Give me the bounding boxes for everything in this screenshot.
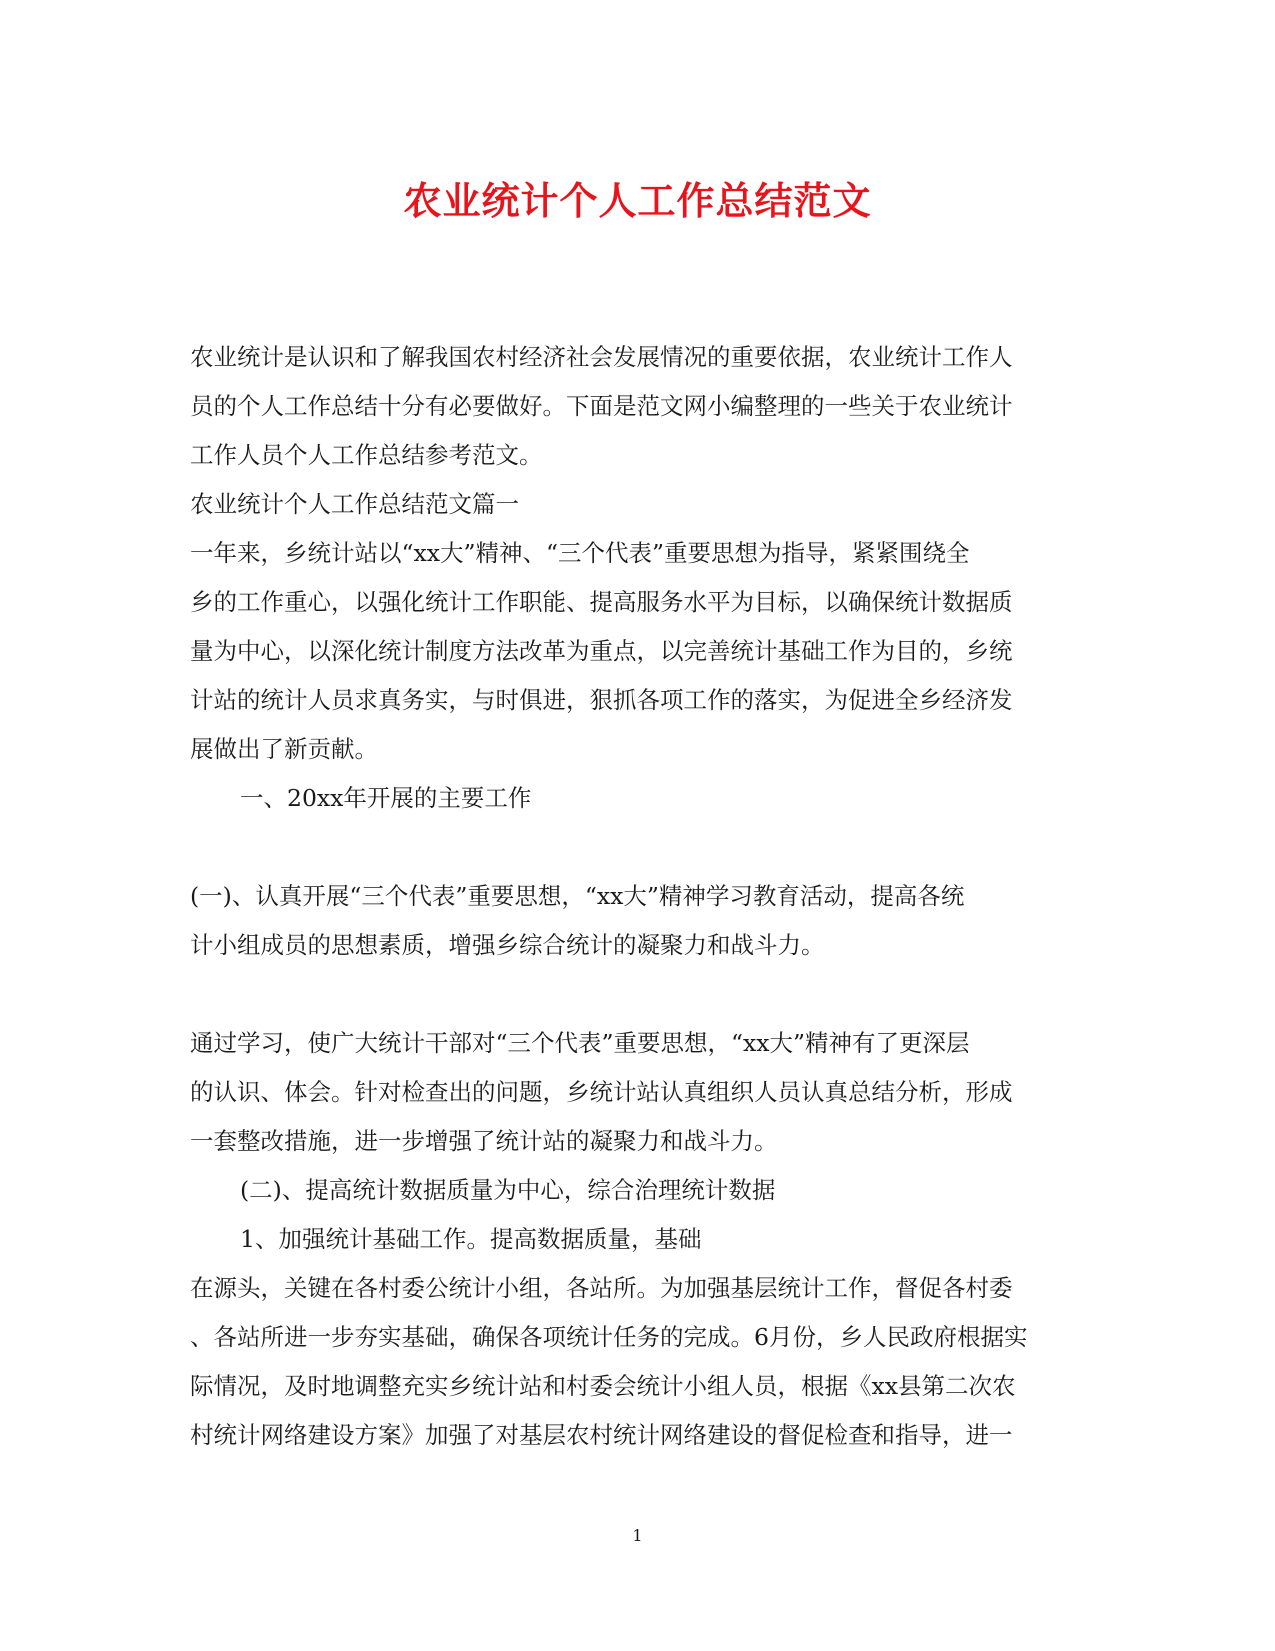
spacer xyxy=(190,823,1070,872)
paragraph-line: 乡的工作重心，以强化统计工作职能、提高服务水平为目标，以确保统计数据质 xyxy=(190,588,1013,616)
paragraph-line: 展做出了新贡献。 xyxy=(190,735,378,763)
paragraph-line: 、各站所进一步夯实基础，确保各项统计任务的完成。6月份，乡人民政府根据实 xyxy=(190,1323,1028,1351)
paragraph-line: 通过学习，使广大统计干部对“三个代表”重要思想，“xx大”精神有了更深层 xyxy=(190,1029,970,1057)
paragraph-line: 一套整改措施，进一步增强了统计站的凝聚力和战斗力。 xyxy=(190,1127,778,1155)
paragraph-line: 工作人员个人工作总结参考范文。 xyxy=(190,441,543,469)
section-heading: 农业统计个人工作总结范文篇一 xyxy=(190,490,519,518)
paragraph-line: 员的个人工作总结十分有必要做好。下面是范文网小编整理的一些关于农业统计 xyxy=(190,392,1013,420)
document-title: 农业统计个人工作总结范文 xyxy=(403,178,872,223)
paragraph-line: 量为中心，以深化统计制度方法改革为重点，以完善统计基础工作为目的，乡统 xyxy=(190,637,1013,665)
paragraph-line: 农业统计是认识和了解我国农村经济社会发展情况的重要依据，农业统计工作人 xyxy=(190,343,1013,371)
section-heading: 一、20xx年开展的主要工作 xyxy=(240,784,532,812)
subsection-heading: 1、加强统计基础工作。提高数据质量，基础 xyxy=(240,1225,702,1253)
spacer xyxy=(190,970,1070,1019)
paragraph-line: 际情况，及时地调整充实乡统计站和村委会统计小组人员，根据《xx县第二次农 xyxy=(190,1372,1016,1400)
subsection-heading: (二)、提高统计数据质量为中心，综合治理统计数据 xyxy=(240,1176,776,1204)
document-body xyxy=(190,333,1070,1460)
paragraph-line: 村统计网络建设方案》加强了对基层农村统计网络建设的督促检查和指导，进一 xyxy=(190,1421,1013,1449)
paragraph-line: 在源头，关键在各村委公统计小组，各站所。为加强基层统计工作，督促各村委 xyxy=(190,1274,1013,1302)
page-number: 1 xyxy=(632,1526,643,1545)
paragraph-line: 计站的统计人员求真务实，与时俱进，狠抓各项工作的落实，为促进全乡经济发 xyxy=(190,686,1013,714)
paragraph-line: 计小组成员的思想素质，增强乡综合统计的凝聚力和战斗力。 xyxy=(190,931,825,959)
paragraph-line: 的认识、体会。针对检查出的问题，乡统计站认真组织人员认真总结分析，形成 xyxy=(190,1078,1013,1106)
paragraph-line: (一)、认真开展“三个代表”重要思想，“xx大”精神学习教育活动，提高各统 xyxy=(190,882,965,910)
paragraph-line: 一年来，乡统计站以“xx大”精神、“三个代表”重要思想为指导，紧紧围绕全 xyxy=(190,539,970,567)
